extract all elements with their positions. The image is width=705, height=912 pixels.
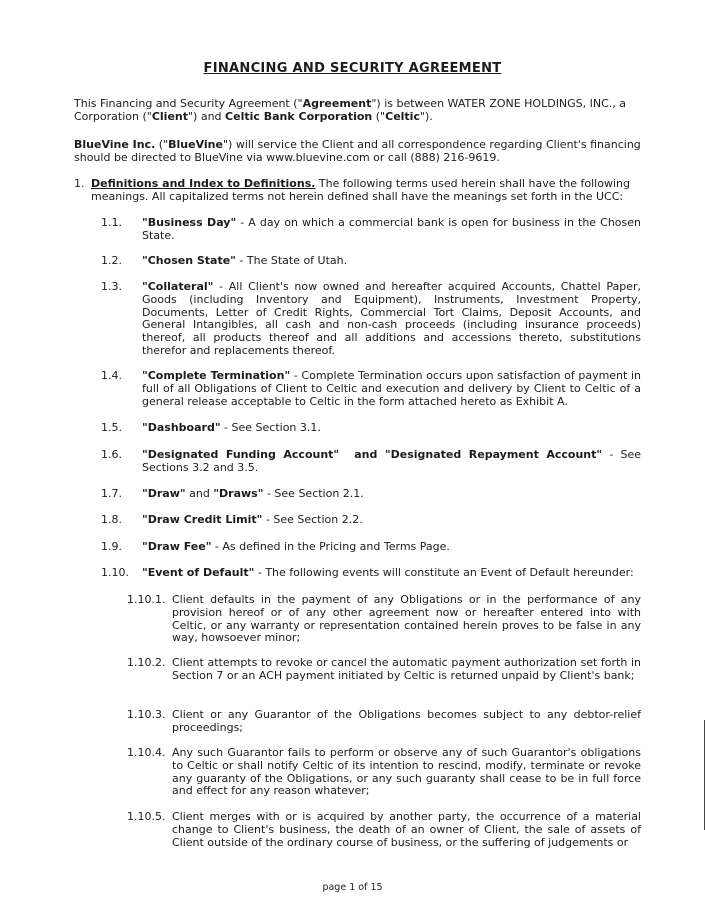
- subitem-text: Any such Guarantor fails to perform or observe any of such Guarantor's obligations to Celtic or shall notify Celtic of its intention to rescind, modify, terminate or revoke any guaranty of the Obligations, or any such guaranty shall cease to be in full force and effect for any reason whatever;: [172, 746, 641, 798]
- definition-text: - The State of Utah.: [235, 254, 348, 267]
- subitem-number: 1.10.4.: [127, 746, 166, 759]
- section-text: The following terms used herein shall have the following meanings. All capitalized terms not herein defined shall have the meanings set forth in the UCC:: [91, 177, 630, 203]
- definition-text: - The following events will constitute an Event of Default hereunder:: [254, 566, 634, 579]
- subitem-number: 1.10.1.: [127, 593, 166, 606]
- definition-text: - As defined in the Pricing and Terms Page.: [211, 540, 450, 553]
- default-event-item: [127, 594, 641, 645]
- definition-item: [101, 217, 641, 243]
- definition-text: - See Sections 3.2 and 3.5.: [142, 448, 641, 474]
- item-number: 1.4.: [101, 369, 122, 382]
- defined-term: "Draw Credit Limit": [142, 513, 263, 526]
- subitem-number: 1.10.5.: [127, 810, 166, 823]
- defined-term: "Chosen State": [142, 254, 236, 267]
- subitem-text: Client merges with or is acquired by another party, the occurrence of a material change to Client's business, the death of an owner of Client, the sale of assets of Client outside of the ordinary course of business, or the suffering of judgements or: [172, 810, 641, 849]
- default-event-item: [127, 709, 641, 735]
- default-event-item: [127, 811, 641, 849]
- definition-text: - A day on which a commercial bank is open for business in the Chosen State.: [142, 216, 641, 242]
- definition-connector: and: [185, 487, 214, 500]
- defined-term: "Draw Fee": [142, 540, 212, 553]
- intro-paragraph: [74, 98, 644, 124]
- subitem-text: Client defaults in the payment of any Obligations or in the performance of any provision hereof or of any other agreement now or hereafter entered into with Celtic, or any warranty or representation contained herein proves to be false in any way, howsoever minor;: [172, 593, 641, 645]
- item-number: 1.8.: [101, 513, 122, 526]
- defined-term: "Business Day": [142, 216, 237, 229]
- page-footer: page 1 of 15: [322, 882, 383, 893]
- servicer-text: (": [155, 138, 169, 151]
- definition-text: - All Client's now owned and hereafter acquired Accounts, Chattel Paper, Goods (including Inventory and Equipment), Instruments, Investment Property, Documents, Letter of Credit Rights, Commercial Tort Claims, Deposit Accounts, and General Intangibles, all cash and non-cash proceeds (including insurance proceeds) thereof, all products thereof and all additions and accessions thereto, substitutions therefor and replacements thereof.: [142, 280, 641, 357]
- defined-term: "Draws": [213, 487, 264, 500]
- definition-text: - See Section 3.1.: [220, 421, 321, 434]
- bluevine-name: BlueVine Inc.: [74, 138, 156, 151]
- intro-text: ").: [419, 109, 433, 123]
- item-number: 1.7.: [101, 487, 122, 500]
- definition-item: [101, 449, 641, 475]
- intro-text: ") and: [188, 109, 226, 123]
- defined-term: "Dashboard": [142, 421, 221, 434]
- defined-term: "Collateral": [142, 280, 214, 293]
- page-title: FINANCING AND SECURITY AGREEMENT: [203, 61, 502, 76]
- subitem-text: Client attempts to revoke or cancel the automatic payment authorization set forth in Section 7 or an ACH payment initiated by Celtic is returned unpaid by Client's bank;: [172, 656, 641, 682]
- definition-item: [101, 488, 641, 501]
- defined-term: "Complete Termination": [142, 369, 291, 382]
- definition-text: - Complete Termination occurs upon satisfaction of payment in full of all Obligations of Client to Celtic and execution and delivery by Client to Celtic of a general release acceptable to Celtic in the form attached hereto as Exhibit A.: [142, 369, 642, 408]
- definition-item: [101, 514, 641, 527]
- definition-item: [101, 255, 641, 268]
- item-number: 1.6.: [101, 448, 122, 461]
- default-event-item: [127, 747, 641, 798]
- term-celtic: Celtic: [385, 109, 420, 123]
- servicer-paragraph: [74, 139, 644, 165]
- term-bluevine: BlueVine: [168, 138, 223, 151]
- definition-item: [101, 567, 641, 580]
- section-number: 1.: [74, 177, 85, 190]
- defined-term: "Event of Default": [142, 566, 255, 579]
- default-event-item: [127, 657, 641, 683]
- term-client: Client: [151, 109, 188, 123]
- item-number: 1.5.: [101, 421, 122, 434]
- intro-text: ") is between WATER ZONE HOLDINGS, INC., a Corporation (": [74, 97, 627, 123]
- intro-text: (": [372, 109, 386, 123]
- item-number: 1.9.: [101, 540, 122, 553]
- intro-text: This Financing and Security Agreement (": [74, 97, 303, 110]
- celtic-bank-name: Celtic Bank Corporation: [225, 109, 373, 123]
- definition-connector: and: [339, 448, 385, 461]
- subitem-text: Client or any Guarantor of the Obligations becomes subject to any debtor-relief proceedings;: [172, 708, 641, 734]
- item-number: 1.1.: [101, 216, 122, 229]
- defined-term: "Designated Funding Account": [142, 448, 340, 461]
- item-number: 1.3.: [101, 280, 122, 293]
- defined-term: "Designated Repayment Account": [384, 448, 603, 461]
- item-number: 1.10.: [101, 566, 129, 579]
- definition-item: [101, 541, 641, 554]
- item-number: 1.2.: [101, 254, 122, 267]
- defined-term: "Draw": [142, 487, 186, 500]
- definition-text: - See Section 2.2.: [262, 513, 363, 526]
- subitem-number: 1.10.2.: [127, 656, 166, 669]
- section-1: [74, 178, 644, 204]
- term-agreement: Agreement: [302, 97, 372, 110]
- section-heading: Definitions and Index to Definitions.: [91, 177, 316, 190]
- definition-item: [101, 281, 641, 358]
- definition-text: - See Section 2.1.: [263, 487, 364, 500]
- definition-item: [101, 422, 641, 435]
- servicer-text: ") will service the Client and all correspondence regarding Client's financing should be directed to BlueVine via www.bluevine.com or call (888) 216-9619.: [74, 138, 641, 164]
- subitem-number: 1.10.3.: [127, 708, 166, 721]
- definition-item: [101, 370, 641, 408]
